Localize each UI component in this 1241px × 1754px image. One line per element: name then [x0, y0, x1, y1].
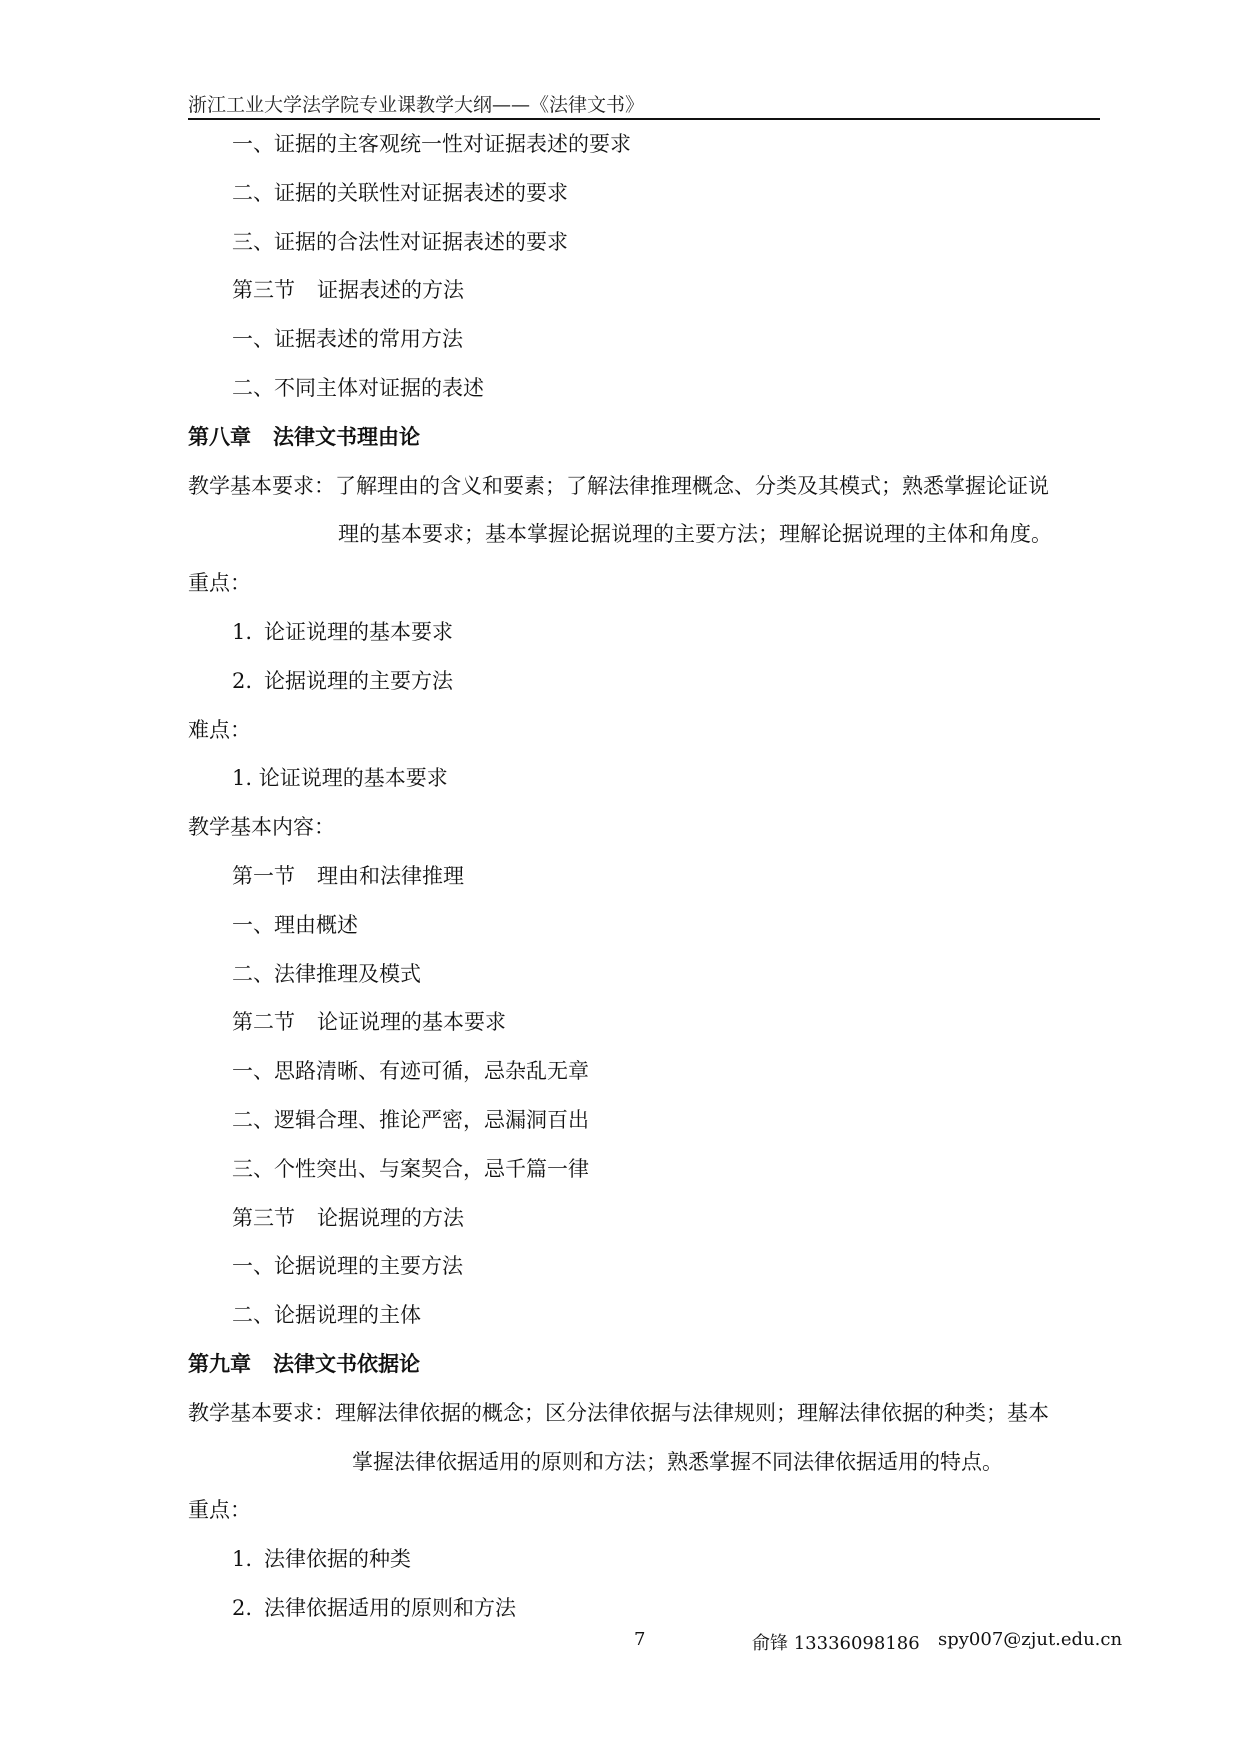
list-item [188, 1544, 1100, 1593]
list-item: 一、论据说理的主要方法 [232, 1254, 463, 1279]
chapter-label: 第八章 [188, 423, 251, 449]
section-label: 第三节 [232, 278, 295, 303]
chapter-heading [188, 1349, 1100, 1398]
author-contact: 俞锋 13336098186 [752, 1633, 920, 1654]
list-item: 二、论据说理的主体 [232, 1303, 421, 1328]
item-text: 法律依据的种类 [264, 1547, 411, 1572]
list-item: 三、个性突出、与案契合，忌千篇一律 [232, 1156, 589, 1181]
chapter-heading [188, 422, 1100, 471]
requirements-line: 教学基本要求：了解理由的含义和要素；了解法律推理概念、分类及其模式；熟悉掌握论证说 [188, 473, 1049, 498]
item-number: 2. [232, 1595, 253, 1620]
requirements-line: 理的基本要求；基本掌握论据说理的主要方法；理解论据说理的主体和角度。 [338, 522, 1052, 547]
page-footer [0, 1629, 1241, 1653]
document-body [188, 129, 1100, 1642]
requirements-line: 掌握法律依据适用的原则和方法；熟悉掌握不同法律依据适用的特点。 [352, 1449, 1003, 1474]
key-points-label: 重点： [188, 1498, 251, 1523]
section-label: 第二节 [232, 1010, 295, 1035]
section-heading [188, 275, 1100, 324]
item-number: 1. [232, 1547, 253, 1572]
section-label: 第一节 [232, 863, 295, 888]
list-item: 一、思路清晰、有迹可循，忌杂乱无章 [232, 1059, 589, 1084]
list-item: 二、法律推理及模式 [232, 961, 421, 986]
page-number: 7 [634, 1629, 646, 1650]
chapter-label: 第九章 [188, 1350, 251, 1376]
requirements-line: 教学基本要求：理解法律依据的概念；区分法律依据与法律规则；理解法律依据的种类；基本 [188, 1400, 1049, 1425]
section-title: 证据表述的方法 [317, 278, 464, 303]
list-item: 三、证据的合法性对证据表述的要求 [232, 229, 568, 254]
item-text: 法律依据适用的原则和方法 [264, 1595, 516, 1620]
list-item: 二、不同主体对证据的表述 [232, 375, 484, 400]
list-item: 一、证据的主客观统一性对证据表述的要求 [232, 132, 631, 156]
item-number: 2. [232, 668, 253, 693]
author-email: spy007@zjut.edu.cn [938, 1629, 1123, 1650]
list-item [188, 617, 1100, 666]
section-label: 第三节 [232, 1205, 295, 1230]
list-item: 一、证据表述的常用方法 [232, 327, 463, 352]
page-header [188, 88, 1100, 120]
section-heading [188, 861, 1100, 910]
section-title: 论证说理的基本要求 [317, 1010, 506, 1035]
item-text: 论证说理的基本要求 [264, 619, 453, 644]
section-title: 理由和法律推理 [317, 863, 464, 888]
chapter-title: 法律文书依据论 [273, 1350, 420, 1376]
header-title: 浙江工业大学法学院专业课教学大纲——《法律文书》 [188, 94, 645, 116]
item-text: 论据说理的主要方法 [264, 668, 453, 693]
list-item: 1. 论证说理的基本要求 [232, 766, 448, 791]
item-number: 1. [232, 619, 253, 644]
section-title: 论据说理的方法 [317, 1205, 464, 1230]
content-label: 教学基本内容： [188, 815, 335, 840]
list-item: 二、逻辑合理、推论严密，忌漏洞百出 [232, 1107, 589, 1132]
list-item: 二、证据的关联性对证据表述的要求 [232, 180, 568, 205]
list-item: 一、理由概述 [232, 912, 358, 937]
section-heading [188, 1203, 1100, 1252]
list-item [188, 666, 1100, 715]
difficulty-label: 难点： [188, 717, 251, 742]
section-heading [188, 1007, 1100, 1056]
chapter-title: 法律文书理由论 [273, 423, 420, 449]
key-points-label: 重点： [188, 571, 251, 596]
